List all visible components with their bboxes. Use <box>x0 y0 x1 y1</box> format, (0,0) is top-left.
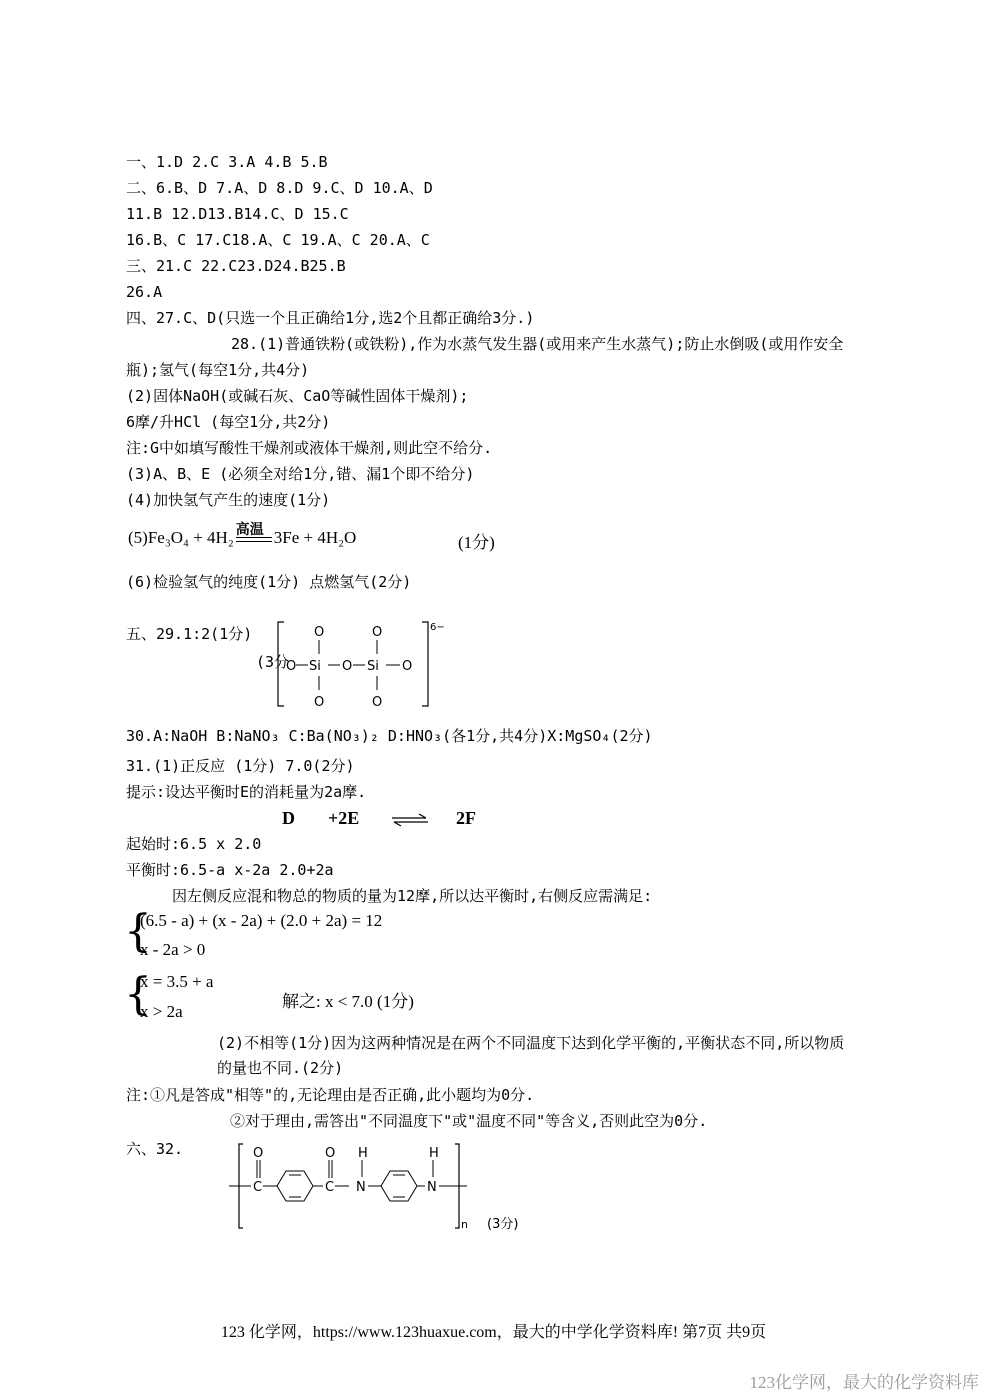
answer-line-1: 一、1.D 2.C 3.A 4.B 5.B <box>126 153 328 171</box>
equation-lhs: (5)Fe₃O₄ + 4H₂ <box>128 528 234 547</box>
carbonyl-o-2: O <box>325 1146 336 1161</box>
answer-line-8: 28.(1)普通铁粉(或铁粉),作为水蒸气发生器(或用来产生水蒸气);防止水倒吸(或用作安全 <box>231 335 844 353</box>
si-1: Si <box>309 659 321 674</box>
answer-line-20: 提示:设达平衡时E的消耗量为2a摩. <box>126 783 367 801</box>
silicate-charge: 6− <box>430 622 445 633</box>
answer-line-21: 起始时:6.5 x 2.0 <box>126 835 262 853</box>
repeat-subscript: n <box>461 1218 468 1231</box>
answer-line-23: 因左侧反应混和物总的物质的量为12摩,所以达平衡时,右侧反应需满足: <box>172 887 653 905</box>
answer-line-18: 30.A:NaOH B:NaNO₃ C:Ba(NO₃)₂ D:HNO₃(各1分,共4分)X:MgSO₄(2分) <box>126 727 653 745</box>
system-2-eq-a: x = 3.5 + a <box>140 972 214 991</box>
answer-line-19: 31.(1)正反应 (1分) 7.0(2分) <box>126 757 355 775</box>
amide-h-1: H <box>358 1146 368 1161</box>
equilibrium-arrow <box>390 812 430 828</box>
condition-label: 高温 <box>235 523 264 538</box>
o-top-1: O <box>314 625 325 640</box>
answer-line-9: 瓶);氢气(每空1分,共4分) <box>126 361 310 379</box>
answer-line-26b: 的量也不同.(2分) <box>217 1059 344 1077</box>
answer-line-26a: (2)不相等(1分)因为这两种情况是在两个不同温度下达到化学平衡的,平衡状态不同,所以物质 <box>217 1034 845 1052</box>
page-footer: 123 化学网，https://www.123huaxue.com，最大的中学化学资料库! 第7页 共9页 <box>220 1324 767 1341</box>
answer-line-16: (6)检验氢气的纯度(1分) 点燃氢气(2分) <box>126 573 412 591</box>
system-1-eq-b: x - 2a > 0 <box>140 940 206 959</box>
equation-rhs: 3Fe + 4H₂O <box>273 528 357 547</box>
silicate-score: (3分 <box>256 653 290 671</box>
amide-n-1: N <box>356 1180 366 1195</box>
polymer-score: (3分) <box>487 1217 519 1232</box>
reactant-d: D <box>282 808 295 828</box>
carbonyl-o-1: O <box>253 1146 264 1161</box>
brace-2: { <box>124 969 152 1020</box>
equation-5 <box>128 523 357 548</box>
brace-1: { <box>124 906 152 957</box>
answer-line-13: (3)A、B、E (必须全对给1分,错、漏1个即不给分) <box>126 465 475 483</box>
reaction-condition <box>235 523 272 548</box>
system-2-eq-b: x > 2a <box>140 1002 183 1021</box>
answer-line-3: 11.B 12.D13.B14.C、D 15.C <box>126 205 349 223</box>
watermark: 123化学网，最大的化学资料库 <box>749 1373 979 1392</box>
answer-line-6: 26.A <box>126 283 163 301</box>
answer-line-27: 注:①凡是答成"相等"的,无论理由是否正确,此小题均为0分. <box>126 1086 535 1104</box>
answer-line-28: ②对于理由,需答出"不同温度下"或"温度不同"等含义,否则此空为0分. <box>230 1112 708 1130</box>
answer-line-2: 二、6.B、D 7.A、D 8.D 9.C、D 10.A、D <box>126 179 433 197</box>
answer-line-10: (2)固体NaOH(或碱石灰、CaO等碱性固体干燥剂); <box>126 387 469 405</box>
carbonyl-c-2: C <box>325 1180 335 1195</box>
o-bottom-2: O <box>372 695 383 710</box>
answer-line-11: 6摩/升HCl (每空1分,共2分) <box>126 413 331 431</box>
answer-line-29: 六、32. <box>126 1140 184 1158</box>
carbonyl-c-1: C <box>253 1180 263 1195</box>
polymer-structure <box>225 1140 535 1236</box>
answer-line-14: (4)加快氢气产生的速度(1分) <box>126 491 331 509</box>
si-2: Si <box>367 659 379 674</box>
o-top-2: O <box>372 625 383 640</box>
answer-line-12: 注:G中如填写酸性干燥剂或液体干燥剂,则此空不给分. <box>126 439 493 457</box>
reactant-2e: +2E <box>328 808 360 828</box>
answer-line-7: 四、27.C、D(只选一个且正确给1分,选2个且都正确给3分.) <box>126 309 535 327</box>
system-2-solution: 解之: x < 7.0 (1分) <box>282 992 414 1011</box>
silicate-structure <box>276 618 466 710</box>
amide-h-2: H <box>429 1146 439 1161</box>
o-right: O <box>402 659 413 674</box>
answer-line-22: 平衡时:6.5-a x-2a 2.0+2a <box>126 861 334 879</box>
o-left: O <box>286 659 297 674</box>
o-bridge: O <box>342 659 353 674</box>
amide-n-2: N <box>427 1180 437 1195</box>
answer-line-4: 16.B、C 17.C18.A、C 19.A、C 20.A、C <box>126 231 430 249</box>
system-1-eq-a: (6.5 - a) + (x - 2a) + (2.0 + 2a) = 12 <box>140 911 383 930</box>
o-bottom-1: O <box>314 695 325 710</box>
answer-line-5: 三、21.C 22.C23.D24.B25.B <box>126 257 346 275</box>
answer-line-17: 五、29.1:2(1分) <box>126 625 253 643</box>
product-2f: 2F <box>456 808 476 828</box>
equation-5-score: (1分) <box>458 533 495 552</box>
